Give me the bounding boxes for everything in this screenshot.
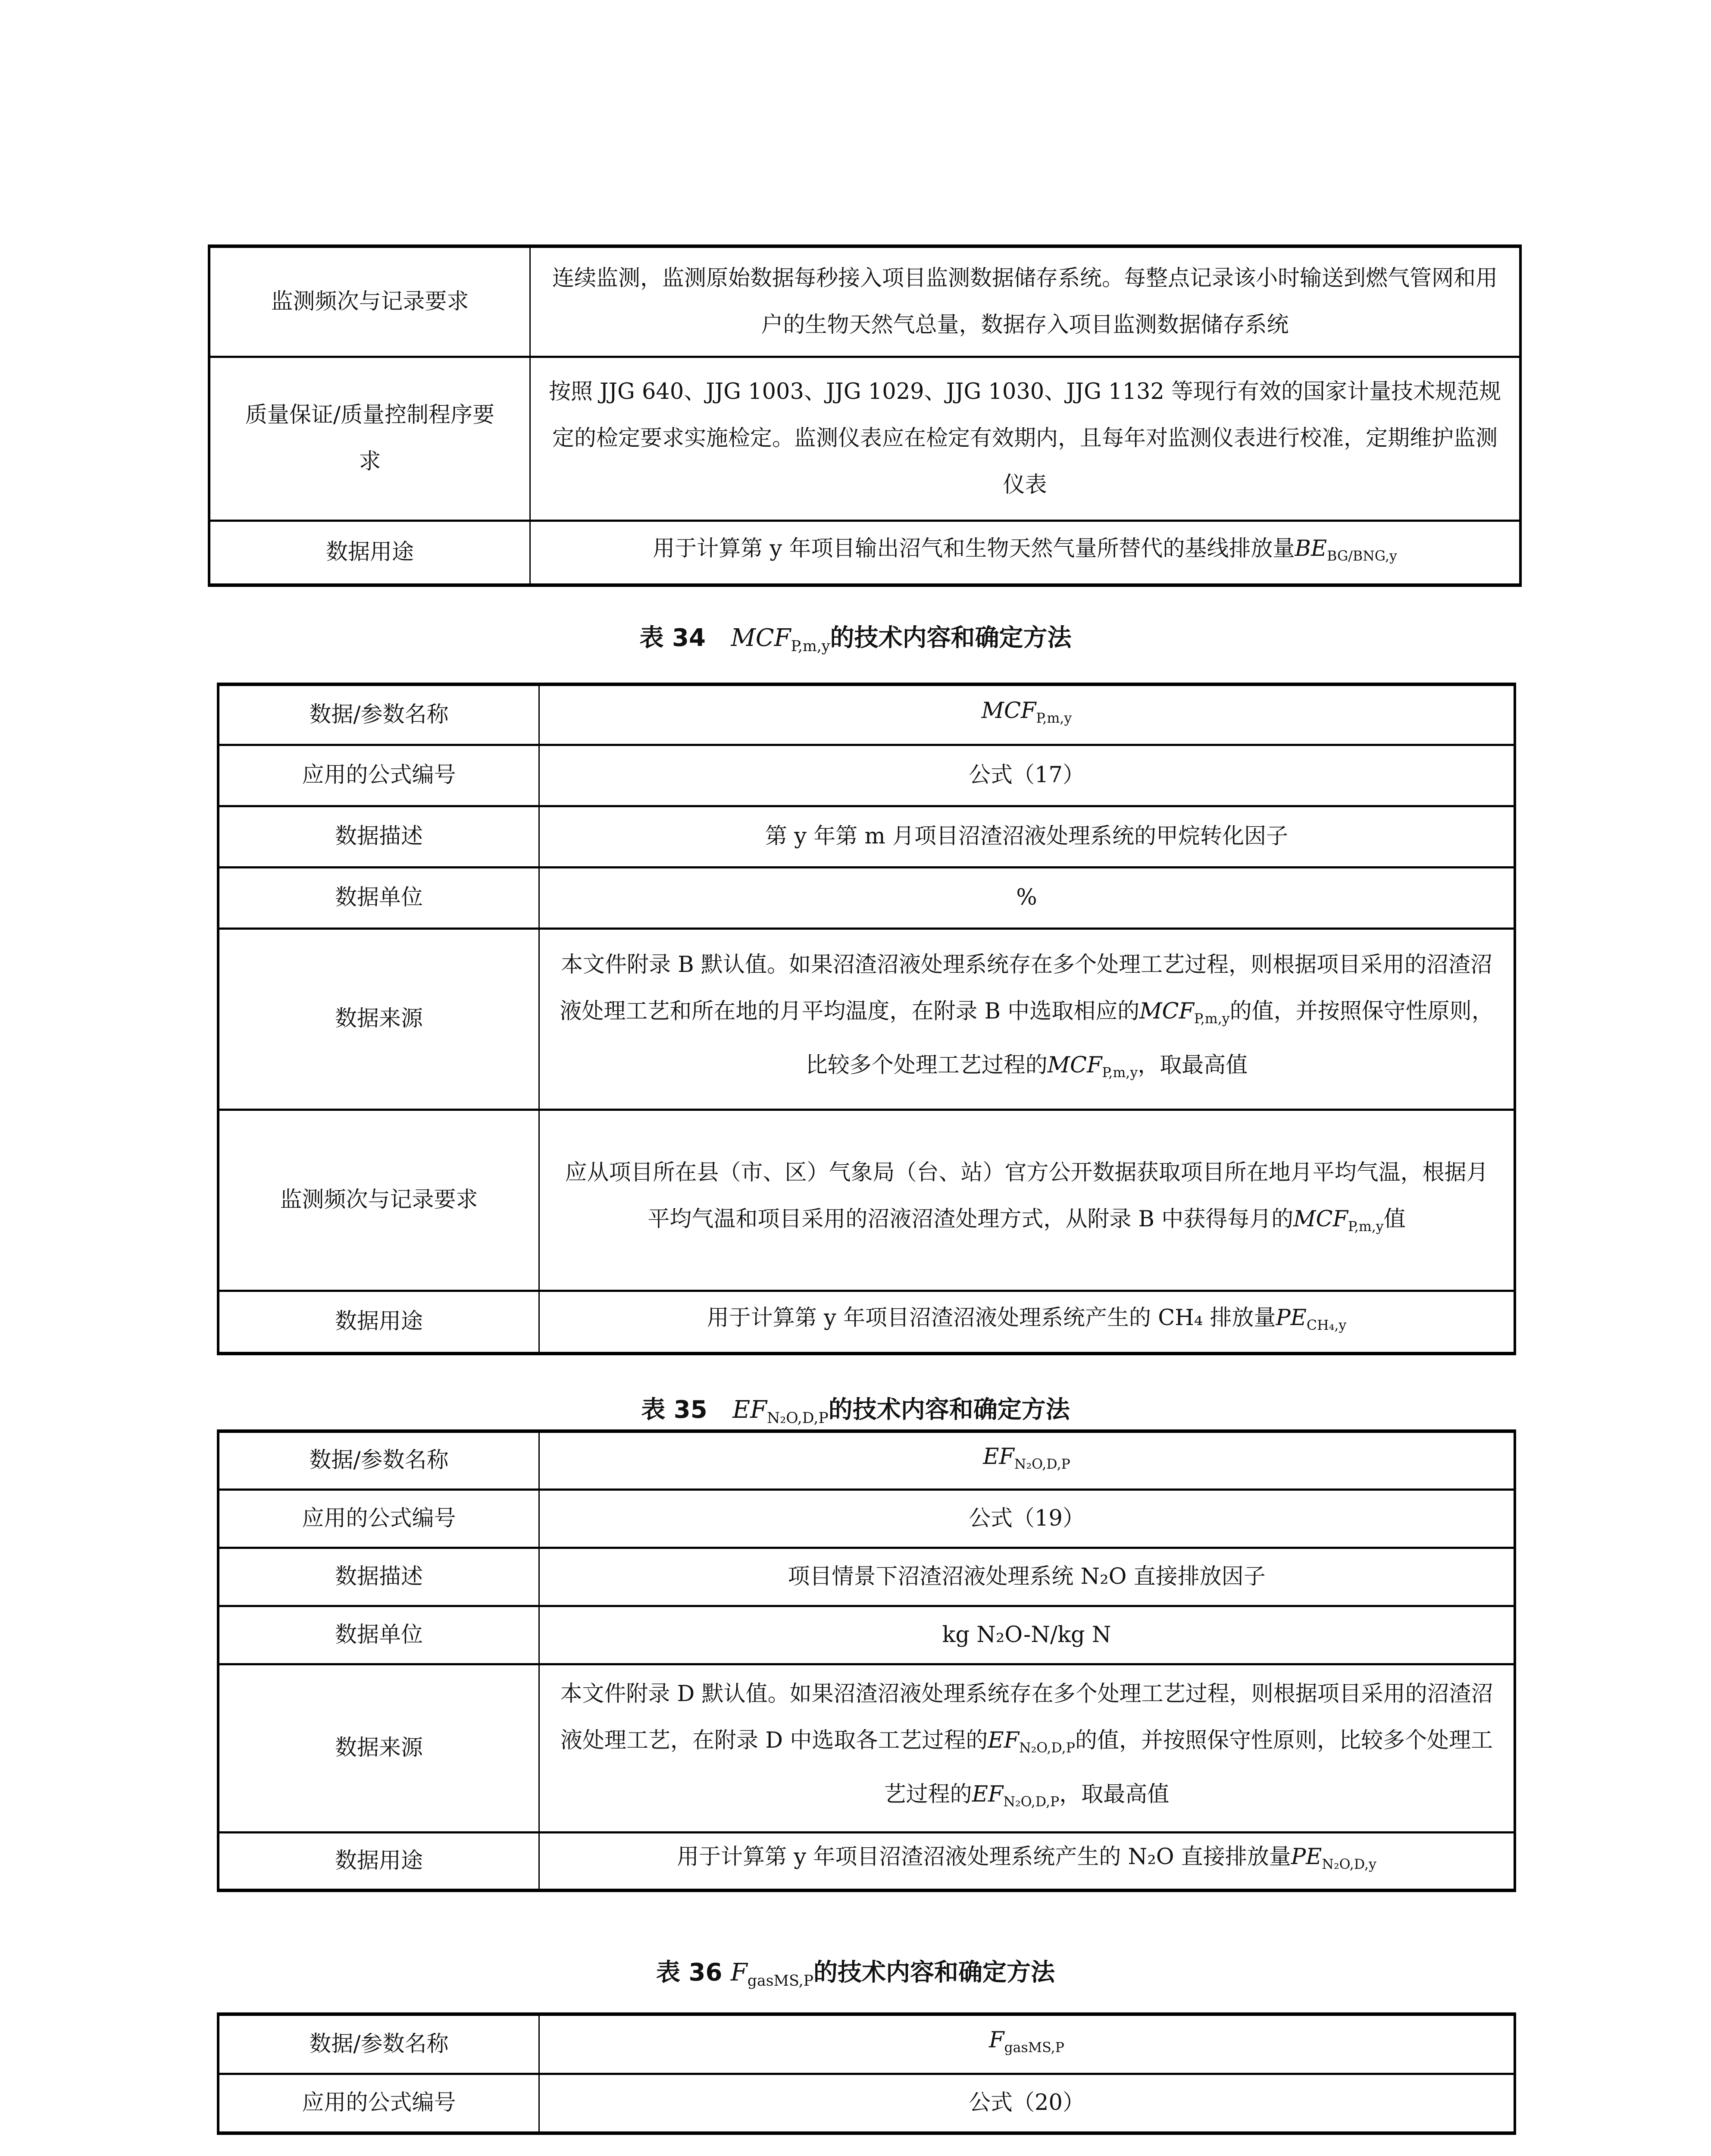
row-value [539,1431,1515,1489]
row-value [530,520,1521,585]
math-symbol [1047,1053,1138,1081]
symbol-base: EF [988,1727,1019,1753]
table-row [218,745,1515,806]
symbol-base: MCF [731,624,791,652]
table-row [218,1291,1515,1354]
table-36 [217,2012,1516,2135]
value-text: 本文件附录 B 默认值。如果沼渣沼液处理系统存在多个处理工艺过程，则根据项目采用的沼渣沼液处理工艺和所在地的月平均温度，在附录 B 中选取相应的 [560,952,1492,1024]
row-value: 项目情景下沼渣沼液处理系统 N₂O 直接排放因子 [539,1548,1515,1606]
table-row [218,1489,1515,1548]
symbol-base: PE [1291,1844,1322,1870]
table-row [209,520,1520,585]
table-row [218,867,1515,928]
table-row [218,1664,1515,1832]
row-key: 数据描述 [218,1548,539,1606]
caption-text: 的技术内容和确定方法 [813,1959,1055,1987]
math-symbol [983,1444,1070,1470]
row-value [539,2014,1515,2074]
math-symbol [1291,1844,1376,1873]
row-value: 公式（17） [539,745,1515,806]
math-symbol [972,1782,1060,1810]
table-row [218,684,1515,745]
row-value [539,928,1515,1109]
row-key: 应用的公式编号 [218,2074,539,2133]
symbol-subscript: N₂O,D,P [1014,1456,1070,1472]
math-symbol [1139,998,1230,1027]
row-value [539,1664,1515,1832]
table-33-continued [208,244,1522,587]
symbol-base: PE [1276,1305,1307,1331]
row-value [539,1832,1515,1890]
caption-number: 表 36 [656,1959,723,1987]
math-symbol [989,2028,1064,2056]
symbol-subscript: N₂O,D,P [1019,1740,1075,1756]
math-symbol [1293,1206,1384,1235]
row-key: 数据/参数名称 [218,2014,539,2074]
table-row [209,246,1520,357]
table-row [218,1109,1515,1291]
symbol-subscript: P,m,y [1036,711,1072,727]
row-key: 应用的公式编号 [218,745,539,806]
caption-symbol [732,1396,829,1427]
symbol-base: BE [1295,536,1327,561]
symbol-base: EF [732,1396,767,1424]
table-row [218,2014,1515,2074]
value-text: 应从项目所在县（市、区）气象局（台、站）官方公开数据获取项目所在地月平均气温，根据月平均气温和项目采用的沼液沼渣处理方式，从附录 B 中获得每月的 [565,1160,1489,1232]
row-value [539,1291,1515,1354]
symbol-subscript: P,m,y [1194,1011,1230,1027]
table-row [218,806,1515,867]
symbol-subscript: CH₄,y [1306,1317,1347,1333]
symbol-subscript: BG/BNG,y [1327,548,1397,564]
row-value: 连续监测，监测原始数据每秒接入项目监测数据储存系统。每整点记录该小时输送到燃气管网和用户的生物天然气总量，数据存入项目监测数据储存系统 [530,246,1521,357]
symbol-base: MCF [981,698,1036,724]
table-35 [217,1429,1516,1892]
value-text: 本文件附录 D 默认值。如果沼渣沼液处理系统存在多个处理工艺过程，则根据项目采用的沼渣沼液处理工艺，在附录 D 中选取各工艺过程的 [560,1681,1493,1753]
row-key: 数据用途 [218,1832,539,1890]
table-row [218,1832,1515,1890]
symbol-subscript: N₂O,D,P [766,1410,829,1427]
symbol-base: MCF [1293,1206,1348,1232]
row-key: 监测频次与记录要求 [218,1109,539,1291]
table-34 [217,683,1516,1355]
symbol-subscript: P,m,y [791,638,830,655]
caption-text: 的技术内容和确定方法 [828,1396,1070,1424]
row-key: 数据用途 [218,1291,539,1354]
caption-symbol [731,624,830,655]
table-34-caption [0,619,1711,655]
row-value: 公式（19） [539,1489,1515,1548]
value-text: 用于计算第 y 年项目沼渣沼液处理系统产生的 N₂O 直接排放量 [677,1844,1291,1870]
row-value: kg N₂O-N/kg N [539,1606,1515,1664]
table-row [218,1431,1515,1489]
table-row [218,1606,1515,1664]
math-symbol [988,1727,1075,1756]
caption-number: 表 35 [641,1396,707,1424]
value-text: 的值，并按照保守性原则，比较多个处理工艺过程的 [884,1727,1493,1807]
row-value: 第 y 年第 m 月项目沼渣沼液处理系统的甲烷转化因子 [539,806,1515,867]
table-row [218,928,1515,1109]
row-key: 监测频次与记录要求 [209,246,530,357]
math-symbol [981,698,1072,727]
symbol-subscript: N₂O,D,P [1003,1794,1060,1810]
row-key: 数据来源 [218,928,539,1109]
row-key: 数据单位 [218,1606,539,1664]
row-key: 应用的公式编号 [218,1489,539,1548]
row-key: 数据用途 [209,520,530,585]
row-key: 数据描述 [218,806,539,867]
row-key: 数据/参数名称 [218,684,539,745]
symbol-base: EF [972,1782,1004,1807]
symbol-base: MCF [1047,1053,1102,1078]
value-text: 的值，并按照保守性原则，比较多个处理工艺过程的 [805,998,1494,1078]
symbol-subscript: gasMS,P [747,1972,814,1990]
symbol-subscript: P,m,y [1102,1065,1138,1081]
row-key: 数据来源 [218,1664,539,1832]
symbol-subscript: P,m,y [1348,1219,1384,1235]
table-row [218,1548,1515,1606]
value-text: ，取最高值 [1059,1782,1170,1807]
value-text: 用于计算第 y 年项目沼渣沼液处理系统产生的 CH₄ 排放量 [707,1305,1276,1331]
row-key-text: 质量保证/质量控制程序要求 [245,402,495,474]
row-value: % [539,867,1515,928]
row-key: 数据/参数名称 [218,1431,539,1489]
caption-symbol [730,1959,814,1990]
caption-text: 的技术内容和确定方法 [830,624,1072,652]
row-value: 按照 JJG 640、JJG 1003、JJG 1029、JJG 1030、JJG 1132 等现行有效的国家计量技术规范规定的检定要求实施检定。监测仪表应在检定有效期内，且每年对监测仪表进行校准，定期维护监测仪表 [530,357,1521,520]
table-36-caption [0,1953,1711,1990]
symbol-subscript: N₂O,D,y [1322,1857,1376,1873]
value-text: 值 [1383,1206,1406,1232]
math-symbol [1276,1305,1346,1331]
table-35-caption [0,1391,1711,1427]
table-row [209,357,1520,520]
table-row [218,2074,1515,2133]
row-value [539,1109,1515,1291]
symbol-base: F [989,2028,1004,2053]
symbol-subscript: gasMS,P [1004,2040,1064,2056]
row-key: 数据单位 [218,867,539,928]
math-symbol [1295,536,1397,564]
value-text: ，取最高值 [1138,1053,1248,1078]
symbol-base: F [730,1959,748,1987]
caption-number: 表 34 [639,624,706,652]
row-value: 公式（20） [539,2074,1515,2133]
symbol-base: MCF [1139,998,1194,1024]
row-value [539,684,1515,745]
row-key [209,357,530,520]
symbol-base: EF [983,1444,1014,1470]
value-text: 用于计算第 y 年项目输出沼气和生物天然气量所替代的基线排放量 [653,536,1295,561]
